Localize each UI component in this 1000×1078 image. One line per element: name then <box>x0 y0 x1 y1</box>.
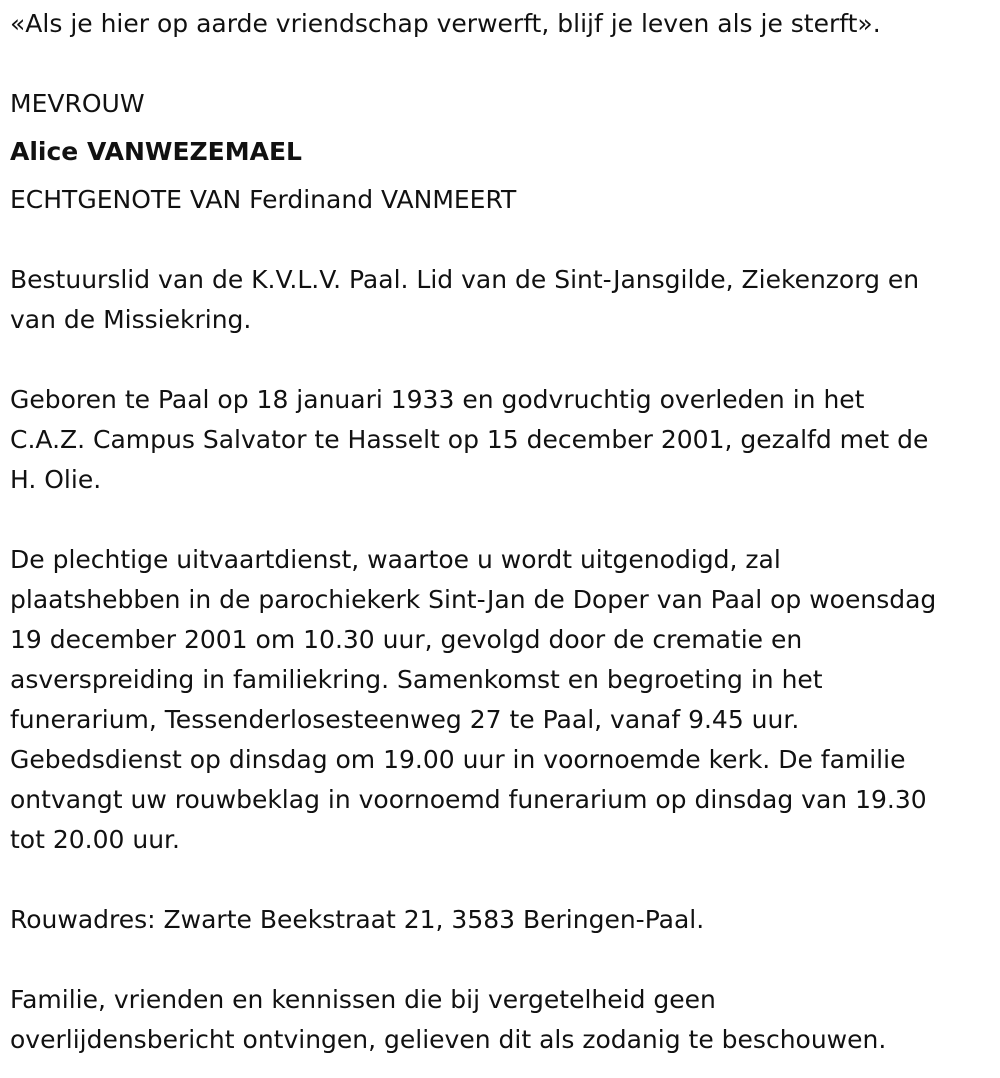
spacer <box>10 44 990 84</box>
birth-death-paragraph <box>10 380 990 500</box>
funeral-line: tot 20.00 uur. <box>10 825 180 854</box>
deceased-name: Alice VANWEZEMAEL <box>10 137 302 166</box>
funeral-line: De plechtige uitvaartdienst, waartoe u wordt uitgenodigd, zal <box>10 545 781 574</box>
funeral-line: 19 december 2001 om 10.30 uur, gevolgd door de crematie en <box>10 625 803 654</box>
funeral-line: Gebedsdienst op dinsdag om 19.00 uur in voornoemde kerk. De familie <box>10 745 906 774</box>
spacer <box>10 860 990 900</box>
funeral-line: ontvangt uw rouwbeklag in voornoemd funerarium op dinsdag van 19.30 <box>10 785 927 814</box>
quote: «Als je hier op aarde vriendschap verwerft, blijf je leven als je sterft». <box>10 9 881 38</box>
spacer <box>10 340 990 380</box>
spacer <box>10 940 990 980</box>
notice-line: Familie, vrienden en kennissen die bij vergetelheid geen <box>10 985 716 1014</box>
spacer <box>10 500 990 540</box>
funeral-line: asverspreiding in familiekring. Samenkomst en begroeting in het <box>10 665 823 694</box>
mourning-address: Rouwadres: Zwarte Beekstraat 21, 3583 Beringen-Paal. <box>10 905 705 934</box>
spacer <box>10 124 990 132</box>
birth-death-line: C.A.Z. Campus Salvator te Hasselt op 15 december 2001, gezalfd met de <box>10 425 929 454</box>
funeral-line: funerarium, Tessenderlosesteenweg 27 te Paal, vanaf 9.45 uur. <box>10 705 800 734</box>
funeral-line: plaatshebben in de parochiekerk Sint-Jan de Doper van Paal op woensdag <box>10 585 937 614</box>
notice-line: overlijdensbericht ontvingen, gelieven dit als zodanig te beschouwen. <box>10 1025 887 1054</box>
funeral-paragraph <box>10 540 990 860</box>
birth-death-line: Geboren te Paal op 18 januari 1933 en godvruchtig overleden in het <box>10 385 865 414</box>
birth-death-line: H. Olie. <box>10 465 102 494</box>
spacer <box>10 172 990 180</box>
notice-paragraph <box>10 980 990 1060</box>
honorific: MEVROUW <box>10 89 145 118</box>
spacer <box>10 220 990 260</box>
memberships-paragraph <box>10 260 990 340</box>
memberships-line: Bestuurslid van de K.V.L.V. Paal. Lid van de Sint-Jansgilde, Ziekenzorg en <box>10 265 920 294</box>
spouse-line: ECHTGENOTE VAN Ferdinand VANMEERT <box>10 185 517 214</box>
memberships-line: van de Missiekring. <box>10 305 252 334</box>
